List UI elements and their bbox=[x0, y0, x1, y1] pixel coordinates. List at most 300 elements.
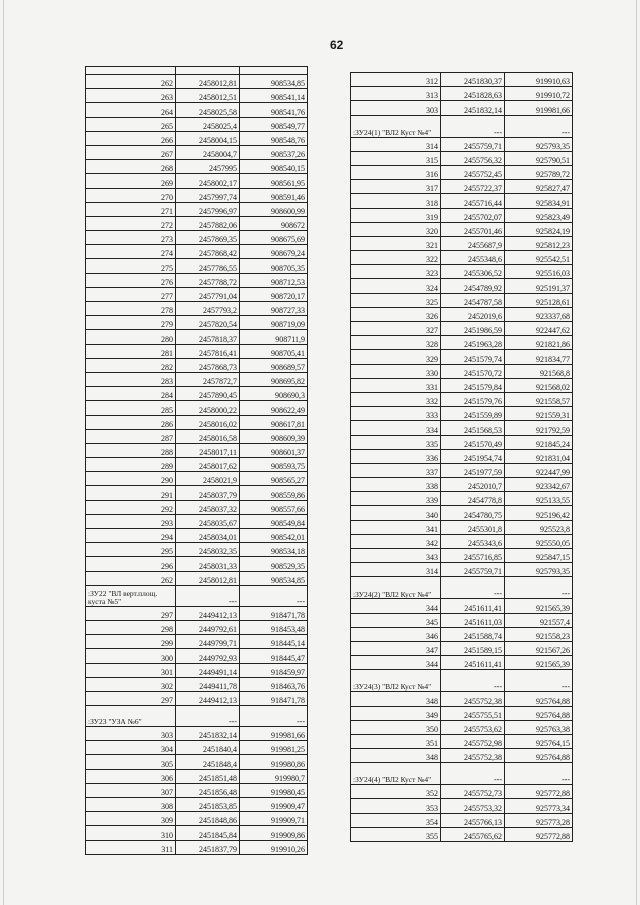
y-coordinate-cell: 908537,26 bbox=[240, 145, 308, 159]
y-coordinate-cell: 908601,37 bbox=[240, 443, 308, 457]
point-number-cell: 308 bbox=[86, 798, 176, 812]
table-row bbox=[351, 421, 573, 435]
table-row bbox=[86, 635, 308, 649]
x-coordinate-cell: 2455755,51 bbox=[441, 706, 505, 720]
point-number-cell: 269 bbox=[86, 174, 176, 188]
y-coordinate-cell: 919909,47 bbox=[240, 798, 308, 812]
table-row bbox=[351, 279, 573, 293]
point-number-cell: 315 bbox=[351, 151, 441, 165]
x-coordinate-cell: 2451832,14 bbox=[176, 727, 240, 741]
y-coordinate-cell: 921834,77 bbox=[505, 350, 573, 364]
y-coordinate-cell: 922447,62 bbox=[505, 322, 573, 336]
y-coordinate-cell: 925191,37 bbox=[505, 279, 573, 293]
point-number-cell: 317 bbox=[351, 180, 441, 194]
y-coordinate-cell: 908705,35 bbox=[240, 259, 308, 273]
y-coordinate-cell: 908600,99 bbox=[240, 202, 308, 216]
table-row bbox=[86, 691, 308, 705]
section-header-row bbox=[351, 115, 573, 137]
point-number-cell: 285 bbox=[86, 401, 176, 415]
x-coordinate-cell: 2451848,4 bbox=[176, 755, 240, 769]
table-row bbox=[86, 160, 308, 174]
y-coordinate-cell: 919980,7 bbox=[240, 769, 308, 783]
x-coordinate-cell: 2451851,48 bbox=[176, 769, 240, 783]
x-coordinate-cell: 2451856,48 bbox=[176, 783, 240, 797]
x-coordinate-cell: 2455752,38 bbox=[441, 749, 505, 763]
x-coordinate-cell: 2455348,6 bbox=[441, 251, 505, 265]
table-row bbox=[86, 75, 308, 89]
point-number-cell: 262 bbox=[86, 571, 176, 585]
point-number-cell: 268 bbox=[86, 160, 176, 174]
x-coordinate-cell: 2451832,14 bbox=[441, 101, 505, 115]
point-number-cell: 327 bbox=[351, 322, 441, 336]
y-coordinate-cell: 925764,15 bbox=[505, 734, 573, 748]
x-coordinate-cell: 2455766,13 bbox=[441, 813, 505, 827]
y-coordinate-cell: 921792,59 bbox=[505, 421, 573, 435]
y-coordinate-cell: 908534,85 bbox=[240, 75, 308, 89]
y-coordinate-cell: 908559,86 bbox=[240, 486, 308, 500]
y-coordinate-cell: 921565,39 bbox=[505, 599, 573, 613]
x-coordinate-cell: 2458037,79 bbox=[176, 486, 240, 500]
x-coordinate-cell: 2449411,78 bbox=[176, 677, 240, 691]
table-row bbox=[351, 87, 573, 101]
coordinates-table-left bbox=[85, 66, 308, 855]
table-row bbox=[351, 749, 573, 763]
y-coordinate-cell: 908542,01 bbox=[240, 529, 308, 543]
table-row bbox=[86, 783, 308, 797]
table-row bbox=[86, 415, 308, 429]
x-coordinate-cell: 2458002,17 bbox=[176, 174, 240, 188]
point-number-cell: 322 bbox=[351, 251, 441, 265]
point-number-cell: 276 bbox=[86, 273, 176, 287]
y-coordinate-cell: 919981,25 bbox=[240, 741, 308, 755]
table-row bbox=[86, 620, 308, 634]
table-row bbox=[86, 330, 308, 344]
y-coordinate-cell: 921559,31 bbox=[505, 407, 573, 421]
y-coordinate-cell: 908549,84 bbox=[240, 514, 308, 528]
table-row bbox=[86, 259, 308, 273]
table-row bbox=[86, 755, 308, 769]
table-row bbox=[86, 543, 308, 557]
x-coordinate-cell: 2454787,58 bbox=[441, 293, 505, 307]
point-number-cell: 297 bbox=[86, 691, 176, 705]
table-row bbox=[351, 785, 573, 799]
point-number-cell: 294 bbox=[86, 529, 176, 543]
point-number-cell: 300 bbox=[86, 649, 176, 663]
y-coordinate-cell: 908705,41 bbox=[240, 344, 308, 358]
y-coordinate-cell: 923337,68 bbox=[505, 307, 573, 321]
point-number-cell: 272 bbox=[86, 216, 176, 230]
y-coordinate-cell: 925764,88 bbox=[505, 706, 573, 720]
y-coordinate-cell: 908549,77 bbox=[240, 117, 308, 131]
point-number-cell: 311 bbox=[86, 840, 176, 854]
point-number-cell: 295 bbox=[86, 543, 176, 557]
point-number-cell: 267 bbox=[86, 145, 176, 159]
point-number-cell: 328 bbox=[351, 336, 441, 350]
x-coordinate-cell: 2451570,49 bbox=[441, 435, 505, 449]
table-row bbox=[86, 472, 308, 486]
point-number-cell: 313 bbox=[351, 87, 441, 101]
x-coordinate-cell: 2449799,71 bbox=[176, 635, 240, 649]
table-row bbox=[351, 549, 573, 563]
y-coordinate-cell: 908679,24 bbox=[240, 245, 308, 259]
table-row bbox=[86, 89, 308, 103]
table-row bbox=[86, 798, 308, 812]
x-coordinate-cell: 2455306,52 bbox=[441, 265, 505, 279]
point-number-cell: 309 bbox=[86, 812, 176, 826]
table-row bbox=[86, 216, 308, 230]
y-coordinate-cell: 921557,4 bbox=[505, 613, 573, 627]
x-coordinate-cell: 2458012,81 bbox=[176, 75, 240, 89]
x-coordinate-cell: 2457869,35 bbox=[176, 231, 240, 245]
point-number-cell: 297 bbox=[86, 606, 176, 620]
y-coordinate-cell: 908534,18 bbox=[240, 543, 308, 557]
x-coordinate-cell: 2451848,86 bbox=[176, 812, 240, 826]
table-row bbox=[351, 251, 573, 265]
table-row bbox=[351, 364, 573, 378]
x-coordinate-cell: 2458021,9 bbox=[176, 472, 240, 486]
y-coordinate-cell: 925790,51 bbox=[505, 151, 573, 165]
y-coordinate-cell: 925128,61 bbox=[505, 293, 573, 307]
table-row bbox=[86, 529, 308, 543]
table-row bbox=[86, 131, 308, 145]
y-coordinate-cell: 925542,51 bbox=[505, 251, 573, 265]
x-coordinate-cell: 2451579,84 bbox=[441, 378, 505, 392]
y-coordinate-cell: 921568,8 bbox=[505, 364, 573, 378]
y-coordinate-cell: 921831,04 bbox=[505, 449, 573, 463]
y-coordinate-cell: 919980,45 bbox=[240, 783, 308, 797]
y-coordinate-cell: 908695,82 bbox=[240, 372, 308, 386]
point-number-cell: 263 bbox=[86, 89, 176, 103]
x-coordinate-cell: 2455752,38 bbox=[441, 692, 505, 706]
table-row bbox=[86, 387, 308, 401]
x-coordinate-cell: 2451853,85 bbox=[176, 798, 240, 812]
point-number-cell: 274 bbox=[86, 245, 176, 259]
point-number-cell: 336 bbox=[351, 449, 441, 463]
x-coordinate-cell: 2458034,01 bbox=[176, 529, 240, 543]
y-coordinate-cell: 908591,46 bbox=[240, 188, 308, 202]
y-coordinate-cell: --- bbox=[505, 115, 573, 137]
point-number-cell: 266 bbox=[86, 131, 176, 145]
point-number-cell: 353 bbox=[351, 799, 441, 813]
section-label: :ЗУ24(4) "ВЛ2 Куст №4" bbox=[351, 763, 441, 785]
x-coordinate-cell: 2458037,32 bbox=[176, 500, 240, 514]
table-row bbox=[351, 463, 573, 477]
y-coordinate-cell: 919980,86 bbox=[240, 755, 308, 769]
table-row bbox=[86, 287, 308, 301]
point-number-cell: 338 bbox=[351, 478, 441, 492]
coordinates-table-right bbox=[350, 72, 573, 842]
point-number-cell: 279 bbox=[86, 316, 176, 330]
x-coordinate-cell: 2457868,42 bbox=[176, 245, 240, 259]
y-coordinate-cell: 925793,35 bbox=[505, 563, 573, 577]
table-row bbox=[86, 443, 308, 457]
x-coordinate-cell: 2458004,15 bbox=[176, 131, 240, 145]
table-row bbox=[86, 812, 308, 826]
table-row bbox=[351, 720, 573, 734]
point-number-cell bbox=[86, 67, 176, 75]
y-coordinate-cell: 919910,26 bbox=[240, 840, 308, 854]
point-number-cell: 289 bbox=[86, 458, 176, 472]
x-coordinate-cell: 2449412,13 bbox=[176, 691, 240, 705]
section-header-row bbox=[86, 585, 308, 606]
x-coordinate-cell: 2458012,51 bbox=[176, 89, 240, 103]
point-number-cell: 286 bbox=[86, 415, 176, 429]
x-coordinate-cell: 2457997,74 bbox=[176, 188, 240, 202]
point-number-cell: 290 bbox=[86, 472, 176, 486]
table-row bbox=[351, 194, 573, 208]
table-row bbox=[351, 350, 573, 364]
table-row bbox=[86, 145, 308, 159]
table-row bbox=[351, 293, 573, 307]
y-coordinate-cell: --- bbox=[505, 577, 573, 599]
table-row bbox=[86, 826, 308, 840]
point-number-cell: 345 bbox=[351, 613, 441, 627]
point-number-cell: 278 bbox=[86, 302, 176, 316]
scan-edge-left bbox=[3, 0, 4, 905]
x-coordinate-cell: 2449792,61 bbox=[176, 620, 240, 634]
x-coordinate-cell: 2455752,98 bbox=[441, 734, 505, 748]
table-row bbox=[351, 813, 573, 827]
x-coordinate-cell: 2458025,4 bbox=[176, 117, 240, 131]
x-coordinate-cell: 2454778,8 bbox=[441, 492, 505, 506]
table-row bbox=[86, 245, 308, 259]
y-coordinate-cell: 908622,49 bbox=[240, 401, 308, 415]
y-coordinate-cell: 922447,99 bbox=[505, 463, 573, 477]
table-row bbox=[351, 222, 573, 236]
point-number-cell: 306 bbox=[86, 769, 176, 783]
point-number-cell: 325 bbox=[351, 293, 441, 307]
table-row bbox=[351, 563, 573, 577]
table-row bbox=[351, 151, 573, 165]
x-coordinate-cell: 2458004,7 bbox=[176, 145, 240, 159]
y-coordinate-cell: 925812,23 bbox=[505, 236, 573, 250]
x-coordinate-cell bbox=[176, 67, 240, 75]
x-coordinate-cell: --- bbox=[176, 706, 240, 727]
y-coordinate-cell: 925773,28 bbox=[505, 813, 573, 827]
x-coordinate-cell: 2449412,13 bbox=[176, 606, 240, 620]
point-number-cell: 265 bbox=[86, 117, 176, 131]
point-number-cell: 299 bbox=[86, 635, 176, 649]
y-coordinate-cell: 908617,81 bbox=[240, 415, 308, 429]
table-row bbox=[351, 827, 573, 841]
table-row bbox=[351, 435, 573, 449]
x-coordinate-cell: 2457882,06 bbox=[176, 216, 240, 230]
x-coordinate-cell: 2451611,41 bbox=[441, 656, 505, 670]
table-row bbox=[351, 392, 573, 406]
table-row bbox=[86, 202, 308, 216]
table-row bbox=[86, 358, 308, 372]
table-row bbox=[351, 613, 573, 627]
x-coordinate-cell: 2454789,92 bbox=[441, 279, 505, 293]
y-coordinate-cell: 918445,14 bbox=[240, 635, 308, 649]
x-coordinate-cell: 2457868,73 bbox=[176, 358, 240, 372]
y-coordinate-cell: 925763,38 bbox=[505, 720, 573, 734]
point-number-cell: 283 bbox=[86, 372, 176, 386]
x-coordinate-cell: 2458017,62 bbox=[176, 458, 240, 472]
table-row bbox=[351, 692, 573, 706]
y-coordinate-cell: 908561,95 bbox=[240, 174, 308, 188]
y-coordinate-cell: 925773,34 bbox=[505, 799, 573, 813]
point-number-cell: 319 bbox=[351, 208, 441, 222]
table-row bbox=[86, 231, 308, 245]
x-coordinate-cell: 2457786,55 bbox=[176, 259, 240, 273]
point-number-cell: 298 bbox=[86, 620, 176, 634]
y-coordinate-cell: 925764,88 bbox=[505, 749, 573, 763]
table-row bbox=[351, 656, 573, 670]
y-coordinate-cell: 919981,66 bbox=[505, 101, 573, 115]
x-coordinate-cell: 2457788,72 bbox=[176, 273, 240, 287]
y-coordinate-cell: 925523,8 bbox=[505, 520, 573, 534]
y-coordinate-cell: 925824,19 bbox=[505, 222, 573, 236]
x-coordinate-cell: 2449792,93 bbox=[176, 649, 240, 663]
point-number-cell: 323 bbox=[351, 265, 441, 279]
point-number-cell: 340 bbox=[351, 506, 441, 520]
table-row bbox=[351, 492, 573, 506]
y-coordinate-cell: 908690,3 bbox=[240, 387, 308, 401]
y-coordinate-cell: --- bbox=[240, 585, 308, 606]
point-number-cell: 262 bbox=[86, 75, 176, 89]
x-coordinate-cell: 2455702,07 bbox=[441, 208, 505, 222]
x-coordinate-cell: 2457820,54 bbox=[176, 316, 240, 330]
y-coordinate-cell: 918463,76 bbox=[240, 677, 308, 691]
point-number-cell: 318 bbox=[351, 194, 441, 208]
y-coordinate-cell: 908565,27 bbox=[240, 472, 308, 486]
x-coordinate-cell: 2455301,8 bbox=[441, 520, 505, 534]
point-number-cell: 270 bbox=[86, 188, 176, 202]
x-coordinate-cell: 2458031,33 bbox=[176, 557, 240, 571]
x-coordinate-cell: --- bbox=[441, 670, 505, 692]
x-coordinate-cell: 2455753,32 bbox=[441, 799, 505, 813]
table-row bbox=[351, 734, 573, 748]
y-coordinate-cell: 908689,57 bbox=[240, 358, 308, 372]
table-row bbox=[86, 316, 308, 330]
y-coordinate-cell: 921568,02 bbox=[505, 378, 573, 392]
y-coordinate-cell: 919910,72 bbox=[505, 87, 573, 101]
x-coordinate-cell: 2455765,62 bbox=[441, 827, 505, 841]
x-coordinate-cell: 2451837,79 bbox=[176, 840, 240, 854]
x-coordinate-cell: 2451570,72 bbox=[441, 364, 505, 378]
y-coordinate-cell: 918453,48 bbox=[240, 620, 308, 634]
y-coordinate-cell: 908541,76 bbox=[240, 103, 308, 117]
table-row bbox=[351, 336, 573, 350]
section-header-row bbox=[351, 670, 573, 692]
point-number-cell: 343 bbox=[351, 549, 441, 563]
point-number-cell: 284 bbox=[86, 387, 176, 401]
x-coordinate-cell: 2458016,58 bbox=[176, 429, 240, 443]
y-coordinate-cell: 921567,26 bbox=[505, 641, 573, 655]
point-number-cell: 355 bbox=[351, 827, 441, 841]
table-row bbox=[351, 449, 573, 463]
point-number-cell: 348 bbox=[351, 749, 441, 763]
x-coordinate-cell: --- bbox=[441, 577, 505, 599]
point-number-cell: 344 bbox=[351, 656, 441, 670]
y-coordinate-cell: 921565,39 bbox=[505, 656, 573, 670]
point-number-cell: 334 bbox=[351, 421, 441, 435]
table-row bbox=[86, 117, 308, 131]
table-row bbox=[86, 606, 308, 620]
point-number-cell: 291 bbox=[86, 486, 176, 500]
point-number-cell: 302 bbox=[86, 677, 176, 691]
y-coordinate-cell: 925516,03 bbox=[505, 265, 573, 279]
point-number-cell: 316 bbox=[351, 165, 441, 179]
x-coordinate-cell: --- bbox=[441, 115, 505, 137]
table-row bbox=[86, 741, 308, 755]
table-row bbox=[86, 344, 308, 358]
y-coordinate-cell: 908675,69 bbox=[240, 231, 308, 245]
point-number-cell: 349 bbox=[351, 706, 441, 720]
y-coordinate-cell: 918459,97 bbox=[240, 663, 308, 677]
y-coordinate-cell: --- bbox=[505, 670, 573, 692]
table-row bbox=[351, 208, 573, 222]
y-coordinate-cell: 908529,35 bbox=[240, 557, 308, 571]
x-coordinate-cell: 2457791,04 bbox=[176, 287, 240, 301]
table-row bbox=[351, 180, 573, 194]
y-coordinate-cell: 908609,39 bbox=[240, 429, 308, 443]
table-row bbox=[86, 103, 308, 117]
table-row bbox=[351, 265, 573, 279]
x-coordinate-cell: --- bbox=[176, 585, 240, 606]
y-coordinate-cell: 925764,88 bbox=[505, 692, 573, 706]
point-number-cell: 273 bbox=[86, 231, 176, 245]
y-coordinate-cell: 918471,78 bbox=[240, 691, 308, 705]
y-coordinate-cell: 908548,76 bbox=[240, 131, 308, 145]
y-coordinate-cell: 921558,57 bbox=[505, 392, 573, 406]
point-number-cell: 301 bbox=[86, 663, 176, 677]
point-number-cell: 348 bbox=[351, 692, 441, 706]
x-coordinate-cell: 2451589,15 bbox=[441, 641, 505, 655]
y-coordinate-cell: 925772,88 bbox=[505, 827, 573, 841]
y-coordinate-cell: 925772,88 bbox=[505, 785, 573, 799]
table-row bbox=[351, 478, 573, 492]
x-coordinate-cell: 2457995 bbox=[176, 160, 240, 174]
point-number-cell: 350 bbox=[351, 720, 441, 734]
x-coordinate-cell: 2457818,37 bbox=[176, 330, 240, 344]
x-coordinate-cell: 2455343,6 bbox=[441, 534, 505, 548]
point-number-cell: 303 bbox=[351, 101, 441, 115]
x-coordinate-cell: 2451579,74 bbox=[441, 350, 505, 364]
point-number-cell: 346 bbox=[351, 627, 441, 641]
table-row bbox=[86, 514, 308, 528]
point-number-cell: 321 bbox=[351, 236, 441, 250]
point-number-cell: 335 bbox=[351, 435, 441, 449]
x-coordinate-cell: 2457890,45 bbox=[176, 387, 240, 401]
section-label: :ЗУ24(2) "ВЛ2 Куст №4" bbox=[351, 577, 441, 599]
x-coordinate-cell: 2451828,63 bbox=[441, 87, 505, 101]
y-coordinate-cell: 921821,86 bbox=[505, 336, 573, 350]
section-label: :ЗУ23 "УЗА №6" bbox=[86, 706, 176, 727]
x-coordinate-cell: 2455716,44 bbox=[441, 194, 505, 208]
y-coordinate-cell: --- bbox=[240, 706, 308, 727]
x-coordinate-cell: 2455716,85 bbox=[441, 549, 505, 563]
point-number-cell: 344 bbox=[351, 599, 441, 613]
x-coordinate-cell: 2457793,2 bbox=[176, 302, 240, 316]
table-row bbox=[351, 322, 573, 336]
table-row bbox=[86, 769, 308, 783]
point-number-cell: 352 bbox=[351, 785, 441, 799]
point-number-cell: 271 bbox=[86, 202, 176, 216]
y-coordinate-cell: 925789,72 bbox=[505, 165, 573, 179]
x-coordinate-cell: 2452010,7 bbox=[441, 478, 505, 492]
point-number-cell: 305 bbox=[86, 755, 176, 769]
point-number-cell: 280 bbox=[86, 330, 176, 344]
x-coordinate-cell: 2452019,6 bbox=[441, 307, 505, 321]
point-number-cell: 333 bbox=[351, 407, 441, 421]
table-row bbox=[86, 571, 308, 585]
y-coordinate-cell: 925793,35 bbox=[505, 137, 573, 151]
y-coordinate-cell: 908540,15 bbox=[240, 160, 308, 174]
table-row bbox=[351, 534, 573, 548]
table-row bbox=[351, 706, 573, 720]
